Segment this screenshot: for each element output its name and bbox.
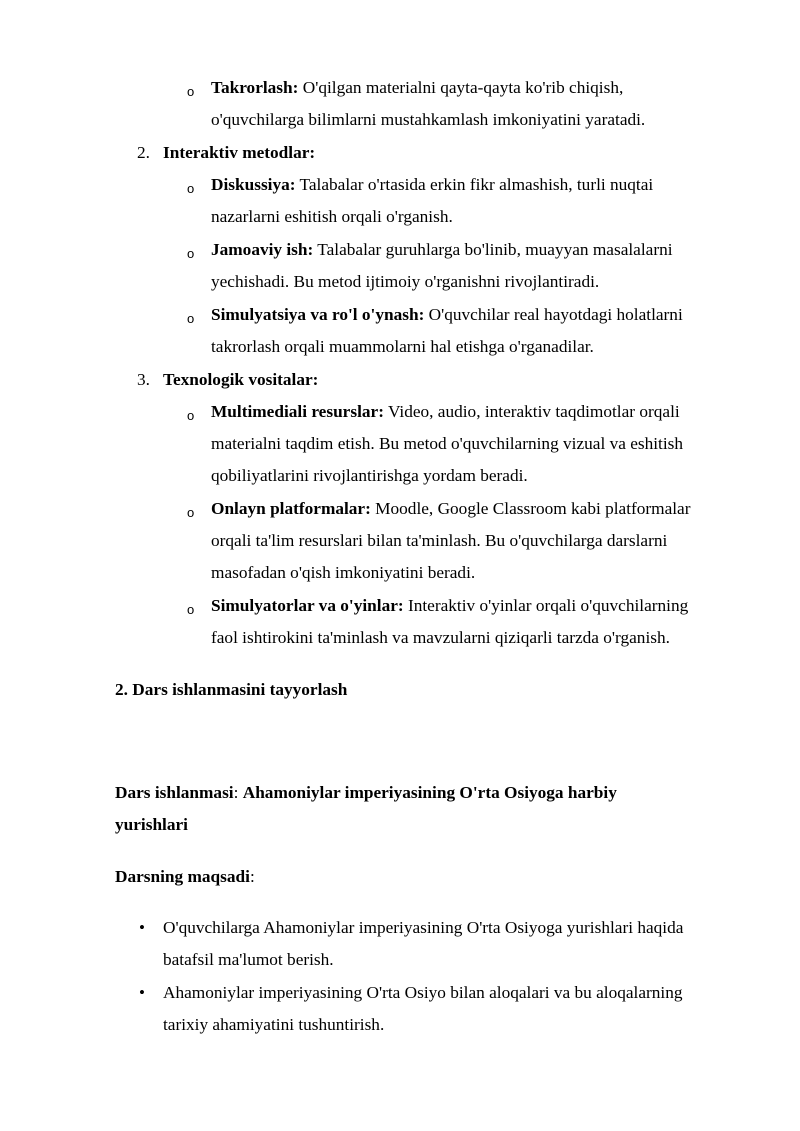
goal-item-continuation: tarixiy ahamiyatini tushuntirish. [163,1015,385,1034]
text: Talabalar guruhlarga bo'linib, muayyan masalalarni [313,240,673,259]
goal-label: Darsning maqsadi [115,867,250,886]
list-item-continuation: materialni taqdim etish. Bu metod o'quvchilarning vizual va eshitish [211,434,684,453]
list-number: 2. [137,143,150,162]
list-item-continuation: masofadan o'qish imkoniyatini beradi. [211,563,476,582]
sub-bullet-icon: o [187,84,195,99]
list-item-onlayn [211,493,690,525]
list-item-multimediali [211,396,680,428]
list-item-continuation: faol ishtirokini ta'minlash va mavzularni qiziqarli tarzda o'rganish. [211,628,670,647]
lesson-label: Dars ishlanmasi [115,783,234,802]
goal-colon: : [249,867,255,886]
term: Simulyatorlar va o'yinlar: [211,596,404,615]
text: Moodle, Google Classroom kabi platformalar [370,499,691,518]
heading: Texnologik vositalar: [163,370,319,389]
goal-item-continuation: batafsil ma'lumot berish. [163,950,334,969]
lesson-title-text: Ahamoniylar imperiyasining O'rta Osiyoga harbiy [242,783,617,802]
text: O'qilgan materialni qayta-qayta ko'rib chiqish, [298,78,624,97]
goal-item: O'quvchilarga Ahamoniylar imperiyasining O'rta Osiyoga yurishlari haqida [163,918,684,937]
list-item-continuation: qobiliyatlarini rivojlantirishga yordam beradi. [211,466,528,485]
term: Takrorlash: [211,78,299,97]
list-item-simulyatsiya [211,299,683,331]
list-number: 3. [137,370,150,389]
list-item-continuation: o'quvchilarga bilimlarni mustahkamlash imkoniyatini yaratadi. [211,110,646,129]
term: Diskussiya: [211,175,296,194]
numbered-heading-interaktiv [137,137,315,169]
list-item-continuation: nazarlarni eshitish orqali o'rganish. [211,207,453,226]
goal-item: Ahamoniylar imperiyasining O'rta Osiyo bilan aloqalari va bu aloqalarning [163,983,683,1002]
term: Simulyatsiya va ro'l o'ynash: [211,305,425,324]
sub-bullet-icon: o [187,505,195,520]
text: O'quvchilar real hayotdagi holatlarni [424,305,683,324]
text: Video, audio, interaktiv taqdimotlar orqali [383,402,680,421]
term: Onlayn platformalar: [211,499,371,518]
lesson-title [115,777,617,809]
sub-bullet-icon: o [187,246,195,261]
lesson-colon: : [233,783,243,802]
sub-bullet-icon: o [187,408,195,423]
sub-bullet-icon: o [187,181,195,196]
goal-heading [115,861,255,893]
text: Interaktiv o'yinlar orqali o'quvchilarning [403,596,689,615]
numbered-heading-texnologik [137,364,318,396]
list-item-continuation: takrorlash orqali muammolarni hal etishga o'rganadilar. [211,337,594,356]
sub-bullet-icon: o [187,602,195,617]
list-item-simulyatorlar [211,590,688,622]
list-item-continuation: yechishadi. Bu metod ijtimoiy o'rganishni rivojlantiradi. [211,272,600,291]
term: Multimediali resurslar: [211,402,384,421]
list-item-diskussiya [211,169,653,201]
lesson-title-continuation: yurishlari [115,815,188,834]
text: Talabalar o'rtasida erkin fikr almashish, turli nuqtai [295,175,654,194]
sub-bullet-icon: o [187,311,195,326]
term: Jamoaviy ish: [211,240,314,259]
bullet-dot-icon: • [139,983,145,1002]
heading: Interaktiv metodlar: [163,143,316,162]
list-item-jamoaviy-ish [211,234,673,266]
list-item-continuation: orqali ta'lim resurslari bilan ta'minlash. Bu o'quvchilarga darslarni [211,531,668,550]
list-item-takrorlash [211,72,623,104]
section-heading: 2. Dars ishlanmasini tayyorlash [115,680,348,699]
bullet-dot-icon: • [139,918,145,937]
